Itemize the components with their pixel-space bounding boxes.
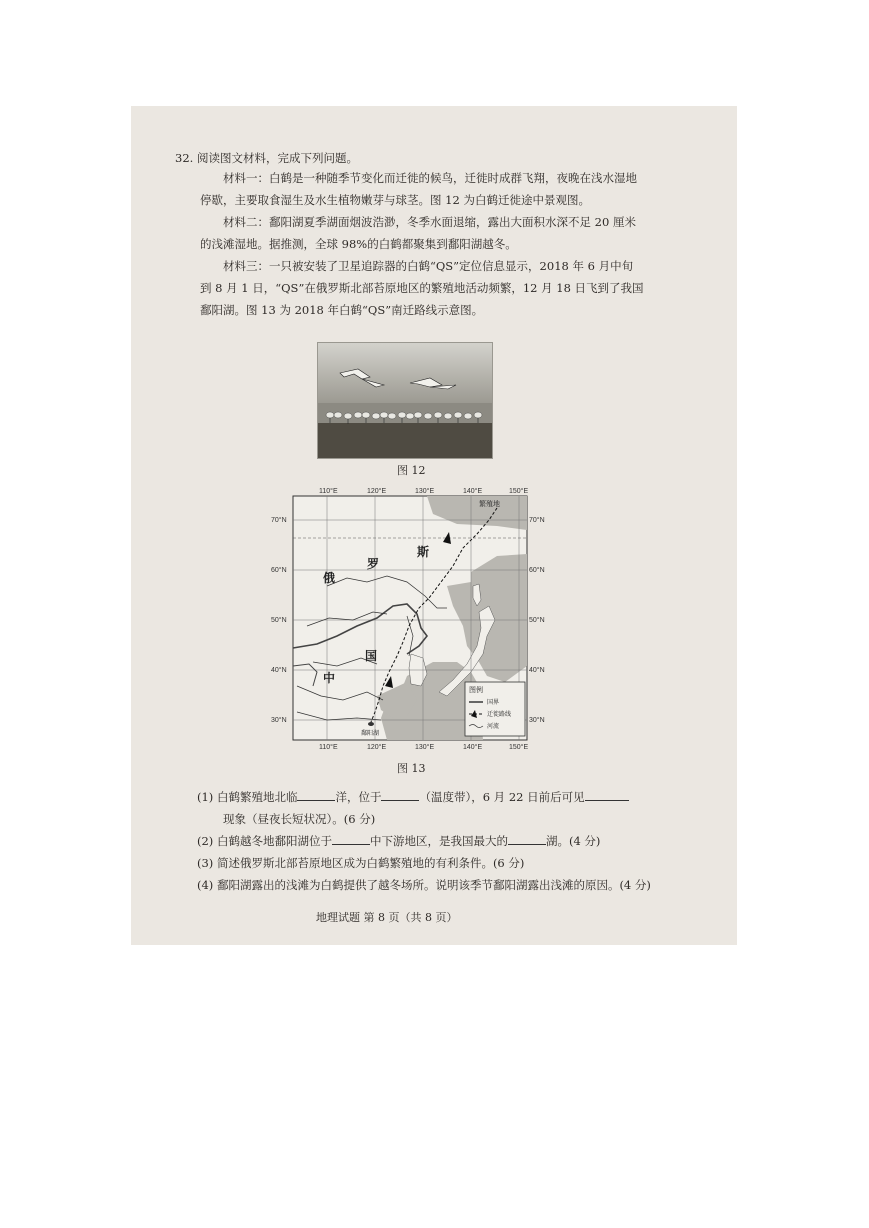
exam-page-photo bbox=[131, 106, 737, 945]
lat-label-70-right: 70°N bbox=[529, 517, 545, 524]
lat-label-30-right: 30°N bbox=[529, 717, 545, 724]
lon-label-150-bottom: 150°E bbox=[509, 744, 529, 751]
question-intro: 32. 阅读图文材料，完成下列问题。 bbox=[175, 151, 358, 165]
lon-label-130-bottom: 130°E bbox=[415, 744, 435, 751]
russia-char-1: 俄 bbox=[323, 571, 336, 585]
q1-blank-2[interactable] bbox=[381, 789, 419, 801]
crane-photo bbox=[317, 342, 493, 459]
china-char-2: 国 bbox=[365, 649, 378, 663]
q2-blank-1[interactable] bbox=[332, 833, 370, 845]
legend-river: 河流 bbox=[487, 723, 500, 730]
legend-route: 迁徙路线 bbox=[487, 711, 512, 718]
legend-title: 图例 bbox=[469, 686, 483, 694]
lat-label-60-left: 60°N bbox=[271, 567, 287, 574]
legend-border: 国界 bbox=[487, 699, 500, 706]
poyang-lake-label: 鄱阳湖 bbox=[361, 731, 380, 737]
material1-line2: 停歇，主要取食湿生及水生植物嫩芽与球茎。图 12 为白鹤迁徙途中景观图。 bbox=[200, 193, 590, 207]
q1-blank-1[interactable] bbox=[297, 789, 335, 801]
sub-question-1-line1 bbox=[197, 789, 629, 805]
lon-label-120-bottom: 120°E bbox=[367, 744, 387, 751]
q1-part-a: (1) 白鹤繁殖地北临 bbox=[197, 790, 298, 804]
lat-label-50-left: 50°N bbox=[271, 617, 287, 624]
q2-part-c: 湖。(4 分) bbox=[545, 834, 601, 848]
lat-label-60-right: 60°N bbox=[529, 567, 545, 574]
lat-label-70-left: 70°N bbox=[271, 517, 287, 524]
lon-label-110-top: 110°E bbox=[319, 488, 338, 495]
lat-label-40-left: 40°N bbox=[271, 667, 287, 674]
lat-label-30-left: 30°N bbox=[271, 717, 287, 724]
q2-blank-2[interactable] bbox=[508, 833, 546, 845]
material1-line1: 材料一：白鹤是一种随季节变化而迁徙的候鸟，迁徙时成群飞翔，夜晚在浅水湿地 bbox=[223, 171, 637, 185]
lon-label-110-bottom: 110°E bbox=[319, 744, 338, 751]
material2-line1: 材料二：鄱阳湖夏季湖面烟波浩渺，冬季水面退缩，露出大面积水深不足 20 厘米 bbox=[223, 215, 636, 229]
sub-question-3: (3) 简述俄罗斯北部苔原地区成为白鹤繁殖地的有利条件。(6 分) bbox=[197, 856, 525, 870]
lat-label-40-right: 40°N bbox=[529, 667, 545, 674]
material2-line2: 的浅滩湿地。据推测，全球 98%的白鹤都聚集到鄱阳湖越冬。 bbox=[200, 237, 517, 251]
material3-line3: 鄱阳湖。图 13 为 2018 年白鹤“QS”南迁路线示意图。 bbox=[200, 303, 484, 317]
sub-question-1-line2: 现象（昼夜长短状况）。(6 分) bbox=[223, 812, 376, 826]
sub-question-4: (4) 鄱阳湖露出的浅滩为白鹤提供了越冬场所。说明该季节鄱阳湖露出浅滩的原因。(4 分) bbox=[197, 878, 651, 892]
figure12-caption: 图 12 bbox=[397, 464, 426, 477]
china-char-1: 中 bbox=[323, 671, 336, 685]
lon-label-140-top: 140°E bbox=[463, 488, 483, 495]
russia-char-3: 斯 bbox=[417, 545, 430, 559]
lat-label-50-right: 50°N bbox=[529, 617, 545, 624]
lon-label-150-top: 150°E bbox=[509, 488, 529, 495]
breeding-site-label: 繁殖地 bbox=[479, 501, 500, 508]
russia-char-2: 罗 bbox=[367, 557, 380, 571]
sub-question-2 bbox=[197, 833, 600, 849]
lon-label-120-top: 120°E bbox=[367, 488, 387, 495]
q1-part-b: 洋，位于 bbox=[335, 790, 382, 804]
map-legend bbox=[465, 682, 525, 736]
q2-part-b: 中下游地区，是我国最大的 bbox=[369, 834, 508, 848]
q1-blank-3[interactable] bbox=[585, 789, 629, 801]
material3-line2: 到 8 月 1 日，“QS”在俄罗斯北部苔原地区的繁殖地活动频繁，12 月 18 日飞到了我国 bbox=[200, 281, 644, 295]
lon-label-130-top: 130°E bbox=[415, 488, 435, 495]
q2-part-a: (2) 白鹤越冬地鄱阳湖位于 bbox=[197, 834, 332, 848]
q1-part-c: （温度带），6 月 22 日前后可见 bbox=[419, 790, 585, 804]
material3-line1: 材料三：一只被安装了卫星追踪器的白鹤“QS”定位信息显示，2018 年 6 月中旬 bbox=[223, 259, 634, 273]
lon-label-140-bottom: 140°E bbox=[463, 744, 483, 751]
page-footer: 地理试题 第 8 页（共 8 页） bbox=[316, 911, 458, 924]
migration-map bbox=[257, 486, 547, 756]
figure13-caption: 图 13 bbox=[397, 762, 426, 775]
